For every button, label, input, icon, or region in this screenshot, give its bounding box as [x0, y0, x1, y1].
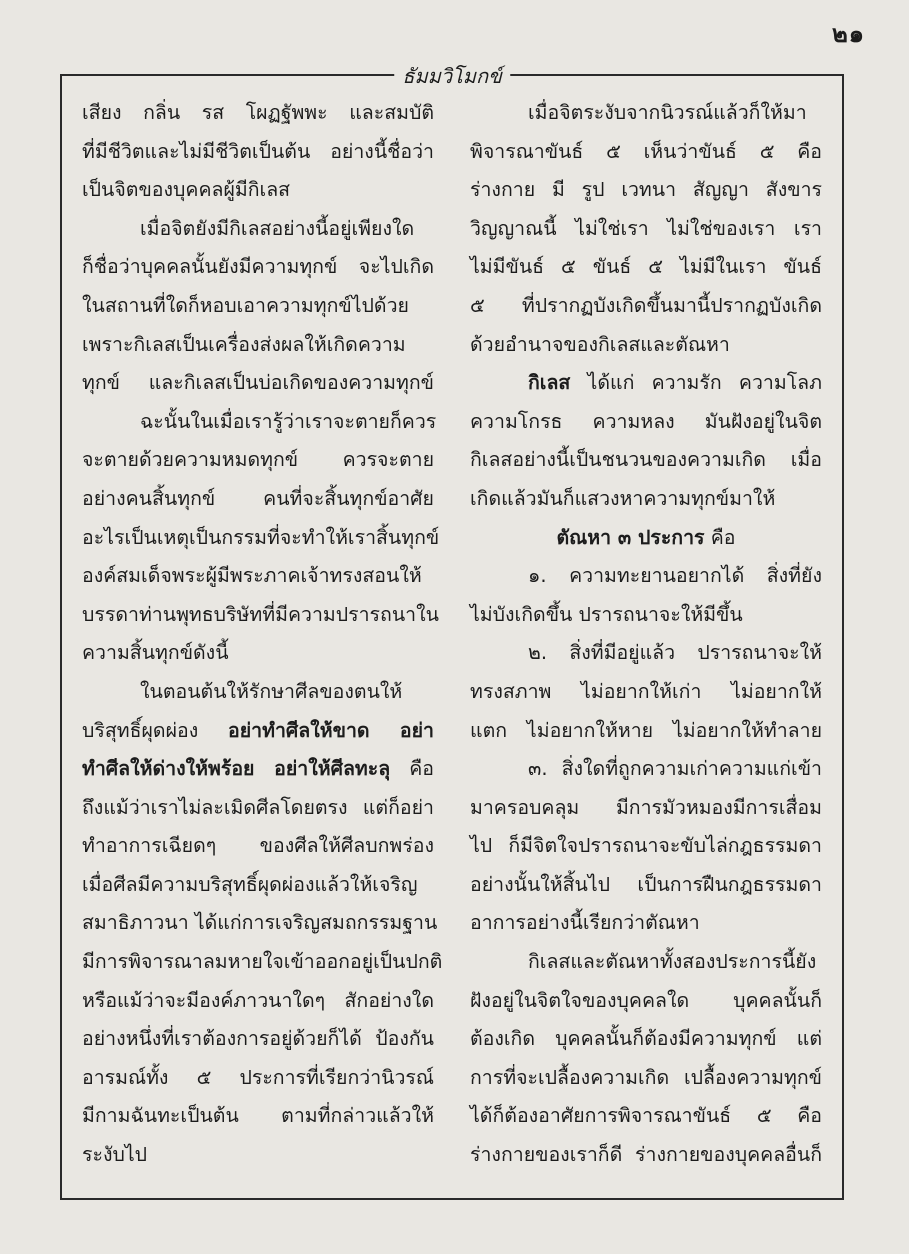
line-text: กิเลสอย่างนี้เป็นชนวนของความเกิด เมื่อ	[470, 448, 822, 472]
text-line	[82, 596, 439, 635]
line-text: เกิดแล้วมันก็แสวงหาความทุกข์มาให้	[470, 486, 776, 510]
line-text: อย่างหนึ่งที่เราต้องการอยู่ด้วยก็ได้ ป้องกัน	[82, 1027, 434, 1051]
text-line	[82, 673, 434, 712]
page-frame	[60, 64, 844, 1200]
page-number: ๒๑	[831, 20, 865, 48]
text-line	[82, 982, 434, 1021]
text-line	[82, 210, 434, 249]
text-columns	[82, 94, 822, 1175]
line-text: ไม่บังเกิดขึ้น ปรารถนาจะให้มีขึ้น	[470, 602, 743, 626]
line-text: ในตอนต้นให้รักษาศีลของตนให้	[140, 679, 403, 703]
text-line	[82, 634, 434, 673]
text-line	[470, 171, 822, 210]
line-text: การที่จะเปลื้องความเกิด เปลื้องความทุกข์	[470, 1065, 822, 1089]
text-line	[82, 403, 437, 442]
line-text: ความโกรธ ความหลง มันฝังอยู่ในจิต	[470, 409, 822, 433]
text-line	[470, 1059, 822, 1098]
text-line	[470, 94, 822, 133]
line-text: ทำอาการเฉียดๆ ของศีลให้ศีลบกพร่อง	[82, 834, 434, 858]
line-text: เป็นจิตของบุคคลผู้มีกิเลส	[82, 178, 291, 202]
line-text: บรรดาท่านพุทธบริษัทที่มีความปรารถนาใน	[82, 602, 439, 626]
text-line	[470, 943, 822, 982]
text-line	[82, 1097, 434, 1136]
line-text: ไป ก็มีจิตใจปรารถนาจะขับไล่กฎธรรมดา	[470, 834, 822, 858]
line-text: ๓. สิ่งใดที่ถูกความเก่าความแก่เข้า	[528, 757, 822, 781]
text-line	[470, 673, 822, 712]
line-text: กิเลสและตัณหาทั้งสองประการนี้ยัง	[528, 950, 817, 974]
text-line	[470, 904, 822, 943]
line-text: ๑. ความทะยานอยากได้ สิ่งที่ยัง	[528, 564, 822, 588]
text-line	[470, 210, 822, 249]
text-line	[470, 480, 822, 519]
text-line	[470, 1020, 822, 1059]
line-text: สมาธิภาวนา ได้แก่การเจริญสมถกรรมฐาน	[82, 911, 438, 935]
text-line	[82, 1059, 434, 1098]
bold-text: อย่าทำศีลให้ขาด อย่า	[228, 718, 434, 742]
text-line	[82, 712, 434, 751]
text-line	[82, 94, 434, 133]
text-line	[82, 480, 434, 519]
line-text: ร่างกายของเราก็ดี ร่างกายของบุคคลอื่นก็	[470, 1143, 822, 1167]
line-text: ร่างกาย มี รูป เวทนา สัญญา สังขาร	[470, 178, 822, 202]
text-line	[470, 403, 822, 442]
text-line	[82, 750, 434, 789]
line-text: คือ	[390, 757, 434, 781]
text-line	[470, 789, 822, 828]
text-line	[470, 866, 822, 905]
text-line	[82, 904, 438, 943]
text-line	[82, 866, 434, 905]
text-line	[82, 133, 434, 172]
line-text: องค์สมเด็จพระผู้มีพระภาคเจ้าทรงสอนให้	[82, 564, 422, 588]
text-line	[470, 519, 822, 558]
text-line	[82, 1136, 434, 1175]
line-text: ฝังอยู่ในจิตใจของบุคคลใด บุคคลนั้นก็	[470, 988, 822, 1012]
line-text: มีการพิจารณาลมหายใจเข้าออกอยู่เป็นปกติ	[82, 950, 443, 974]
running-header-title: ธัมมวิโมกข์	[394, 60, 510, 92]
line-text: ก็ชื่อว่าบุคคลนั้นยังมีความทุกข์ จะไปเกิด	[82, 255, 434, 279]
text-line	[470, 133, 822, 172]
text-line	[82, 827, 434, 866]
text-line	[82, 248, 434, 287]
line-text: มาครอบคลุม มีการมัวหมองมีการเสื่อม	[470, 795, 822, 819]
text-line	[82, 943, 443, 982]
text-line	[470, 634, 822, 673]
text-line	[82, 789, 434, 828]
line-text: ต้องเกิด บุคคลนั้นก็ต้องมีความทุกข์ แต่	[470, 1027, 822, 1051]
left-column	[82, 94, 443, 1175]
text-line	[470, 1136, 822, 1175]
line-text: พิจารณาขันธ์ ๕ เห็นว่าขันธ์ ๕ คือ	[470, 139, 822, 163]
text-line	[470, 441, 822, 480]
line-text: ทุกข์ และกิเลสเป็นบ่อเกิดของความทุกข์	[82, 371, 434, 395]
line-text: อารมณ์ทั้ง ๕ ประการที่เรียกว่านิวรณ์	[82, 1065, 434, 1089]
text-line	[82, 364, 434, 403]
line-text: เมื่อศีลมีความบริสุทธิ์ผุดผ่องแล้วให้เจริญ	[82, 872, 418, 896]
text-line	[470, 287, 822, 326]
line-text: มีกามฉันทะเป็นต้น ตามที่กล่าวแล้วให้	[82, 1104, 434, 1128]
text-line	[470, 248, 822, 287]
text-line	[82, 171, 434, 210]
bold-text: ตัณหา ๓ ประการ	[556, 525, 705, 549]
line-text: แตก ไม่อยากให้หาย ไม่อยากให้ทำลาย	[470, 718, 822, 742]
line-text: ที่มีชีวิตและไม่มีชีวิตเป็นต้น อย่างนี้ชื่อว่า	[82, 139, 434, 163]
line-text: ในสถานที่ใดก็หอบเอาความทุกข์ไปด้วย	[82, 293, 409, 317]
right-column	[470, 94, 822, 1175]
line-text: เพราะกิเลสเป็นเครื่องส่งผลให้เกิดความ	[82, 332, 406, 356]
line-text: ถึงแม้ว่าเราไม่ละเมิดศีลโดยตรง แต่ก็อย่า	[82, 795, 434, 819]
line-text: เมื่อจิตระงับจากนิวรณ์แล้วก็ให้มา	[528, 101, 807, 124]
text-line	[82, 441, 434, 480]
line-text: คือ	[704, 525, 736, 549]
line-text: หรือแม้ว่าจะมีองค์ภาวนาใดๆ สักอย่างใด	[82, 988, 434, 1012]
line-text: วิญญาณนี้ ไม่ใช่เรา ไม่ใช่ของเรา เรา	[470, 216, 822, 240]
line-text: เสียง กลิ่น รส โผฏฐัพพะ และสมบัติ	[82, 101, 434, 124]
text-line	[82, 287, 434, 326]
text-line	[470, 827, 822, 866]
text-line	[470, 596, 822, 635]
text-line	[470, 750, 822, 789]
line-text: อาการอย่างนี้เรียกว่าตัณหา	[470, 911, 700, 935]
line-text: อย่างนั้นให้สิ้นไป เป็นการฝืนกฎธรรมดา	[470, 872, 822, 896]
text-line	[470, 326, 822, 365]
line-text: ๕ ที่ปรากฏบังเกิดขึ้นมานี้ปรากฏบังเกิด	[470, 293, 822, 317]
line-text: บริสุทธิ์ผุดผ่อง	[82, 718, 229, 742]
line-text: ฉะนั้นในเมื่อเรารู้ว่าเราจะตายก็ควร	[140, 409, 437, 433]
text-line	[470, 712, 822, 751]
line-text: จะตายด้วยความหมดทุกข์ ควรจะตาย	[82, 448, 434, 472]
line-text: ทรงสภาพ ไม่อยากให้เก่า ไม่อยากให้	[470, 679, 822, 703]
bold-text: กิเลส	[528, 371, 571, 395]
line-text: ด้วยอำนาจของกิเลสและตัณหา	[470, 332, 730, 356]
line-text: อย่างคนสิ้นทุกข์ คนที่จะสิ้นทุกข์อาศัย	[82, 486, 434, 510]
line-text: ได้แก่ ความรัก ความโลภ	[570, 371, 822, 395]
text-line	[82, 519, 440, 558]
bold-text: ทำศีลให้ด่างให้พร้อย อย่าให้ศีลทะลุ	[82, 757, 391, 781]
line-text: ไม่มีขันธ์ ๕ ขันธ์ ๕ ไม่มีในเรา ขันธ์	[470, 255, 822, 279]
text-line	[82, 557, 434, 596]
line-text: ๒. สิ่งที่มีอยู่แล้ว ปรารถนาจะให้	[528, 641, 822, 665]
text-line	[470, 1097, 822, 1136]
text-line	[470, 557, 822, 596]
text-line	[82, 326, 434, 365]
line-text: ความสิ้นทุกข์ดังนี้	[82, 641, 229, 665]
text-line	[82, 1020, 434, 1059]
text-line	[470, 982, 822, 1021]
text-line	[470, 364, 822, 403]
line-text: ได้ก็ต้องอาศัยการพิจารณาขันธ์ ๕ คือ	[470, 1104, 822, 1128]
line-text: เมื่อจิตยังมีกิเลสอย่างนี้อยู่เพียงใด	[140, 216, 415, 240]
line-text: ระงับไป	[82, 1143, 148, 1167]
line-text: อะไรเป็นเหตุเป็นกรรมที่จะทำให้เราสิ้นทุกข์	[82, 525, 440, 549]
